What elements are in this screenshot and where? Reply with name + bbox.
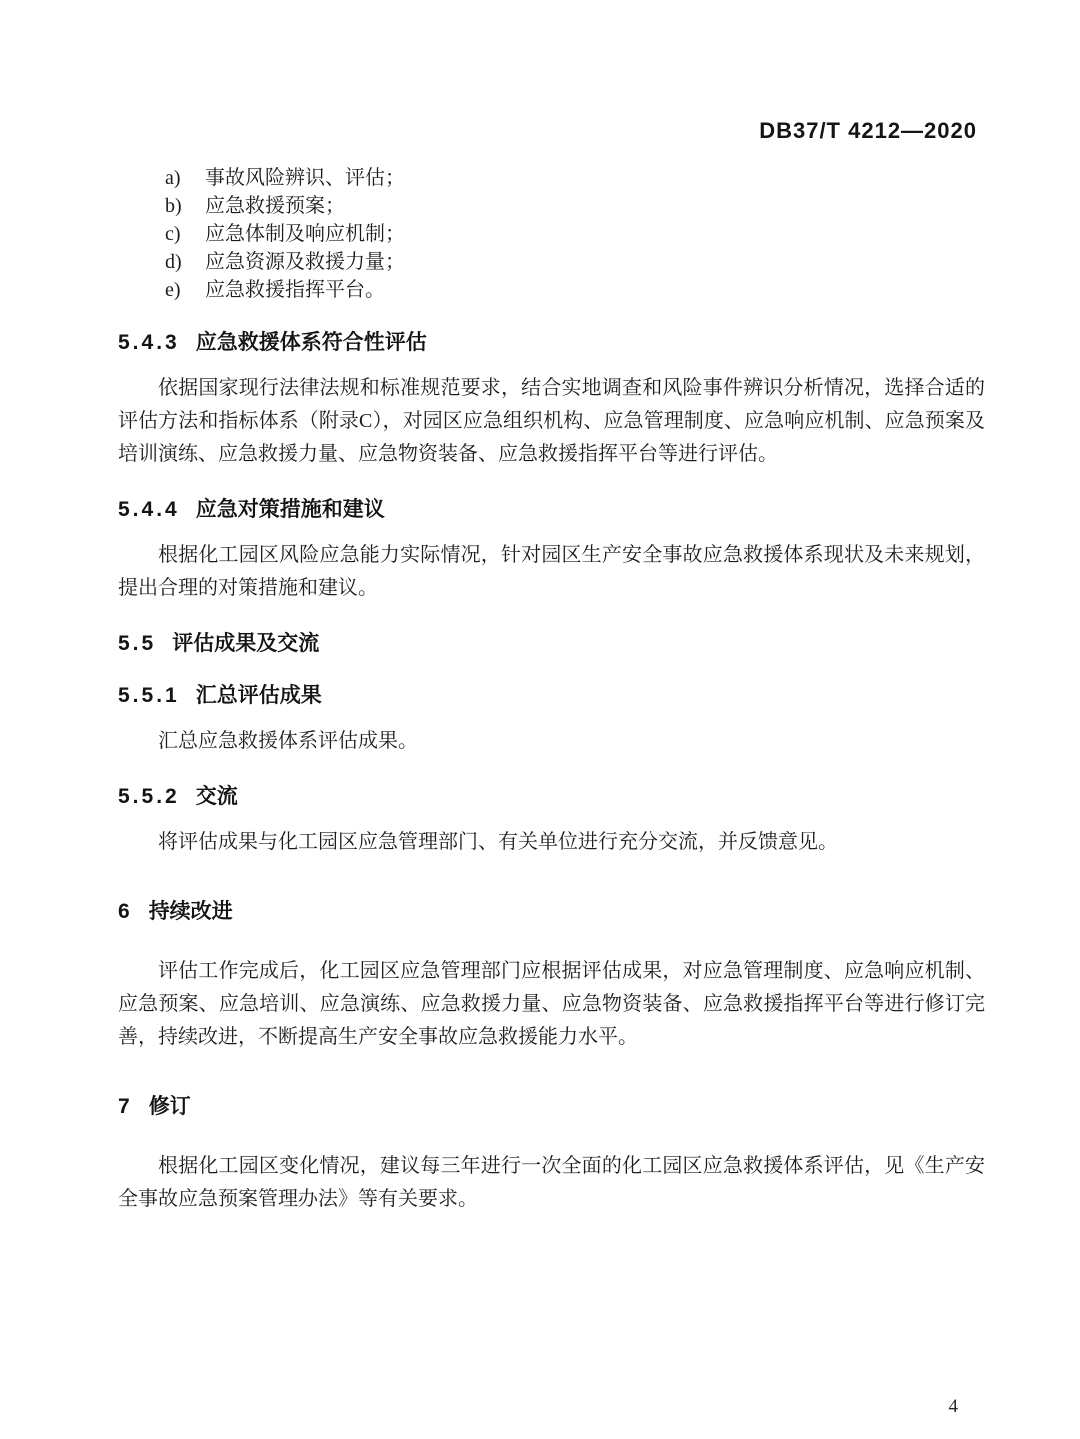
section-paragraph-5-4-4: 根据化工园区风险应急能力实际情况，针对园区生产安全事故应急救援体系现状及未来规划，提出合理的对策措施和建议。 bbox=[118, 544, 985, 599]
list-item-text: 应急救援指挥平台。 bbox=[205, 279, 385, 301]
section-title: 应急救援体系符合性评估 bbox=[195, 331, 427, 354]
chapter-title: 修订 bbox=[148, 1095, 191, 1118]
section-title: 应急对策措施和建议 bbox=[195, 498, 385, 521]
list-item-b bbox=[165, 192, 985, 220]
list-item-e bbox=[165, 276, 985, 304]
list-item-text: 应急救援预案； bbox=[205, 195, 345, 217]
chapter-heading-7 bbox=[118, 1094, 985, 1120]
page-number: 4 bbox=[948, 1396, 958, 1417]
list-item-marker: c) bbox=[165, 223, 181, 245]
list-item-a bbox=[165, 164, 985, 192]
section-number: 5.5 bbox=[118, 632, 157, 655]
list-item-c bbox=[165, 220, 985, 248]
list-item-marker: a) bbox=[165, 167, 181, 189]
list-item-text: 应急资源及救援力量； bbox=[205, 251, 405, 273]
section-heading-5-4-3 bbox=[118, 330, 985, 356]
list-item-text: 事故风险辨识、评估； bbox=[205, 167, 405, 189]
section-paragraph-5-5-2: 将评估成果与化工园区应急管理部门、有关单位进行充分交流，并反馈意见。 bbox=[158, 831, 838, 853]
chapter-heading-6 bbox=[118, 899, 985, 925]
section-number: 5.4.4 bbox=[118, 498, 180, 521]
chapter-title: 持续改进 bbox=[148, 900, 233, 923]
list-item-d bbox=[165, 248, 985, 276]
section-number: 5.4.3 bbox=[118, 331, 180, 354]
document-header bbox=[118, 118, 985, 144]
chapter-number: 6 bbox=[118, 900, 133, 923]
section-paragraph-5-5-1: 汇总应急救援体系评估成果。 bbox=[158, 730, 418, 752]
section-heading-5-5-1 bbox=[118, 683, 985, 709]
section-title: 交流 bbox=[195, 785, 238, 808]
list-item-text: 应急体制及响应机制； bbox=[205, 223, 405, 245]
page-content bbox=[118, 0, 985, 1216]
chapter-paragraph-7: 根据化工园区变化情况，建议每三年进行一次全面的化工园区应急救援体系评估，见《生产安全事故应急预案管理办法》等有关要求。 bbox=[118, 1155, 985, 1210]
section-title: 汇总评估成果 bbox=[195, 684, 322, 707]
section-number: 5.5.1 bbox=[118, 684, 180, 707]
standard-code: DB37/T 4212—2020 bbox=[759, 118, 977, 143]
lettered-list bbox=[118, 164, 985, 304]
chapter-number: 7 bbox=[118, 1095, 133, 1118]
list-item-marker: b) bbox=[165, 195, 182, 217]
list-item-marker: d) bbox=[165, 251, 182, 273]
list-item-marker: e) bbox=[165, 279, 181, 301]
section-heading-5-5-2 bbox=[118, 784, 985, 810]
section-paragraph-5-4-3: 依据国家现行法律法规和标准规范要求，结合实地调查和风险事件辨识分析情况，选择合适的评估方法和指标体系（附录C），对园区应急组织机构、应急管理制度、应急响应机制、应急预案及培训演练、应急救援力量、应急物资装备、应急救援指挥平台等进行评估。 bbox=[118, 377, 985, 465]
chapter-paragraph-6: 评估工作完成后，化工园区应急管理部门应根据评估成果，对应急管理制度、应急响应机制、应急预案、应急培训、应急演练、应急救援力量、应急物资装备、应急救援指挥平台等进行修订完善，持续改进，不断提高生产安全事故应急救援能力水平。 bbox=[118, 960, 985, 1048]
section-title: 评估成果及交流 bbox=[172, 632, 320, 655]
section-heading-5-4-4 bbox=[118, 497, 985, 523]
section-heading-5-5 bbox=[118, 631, 985, 657]
section-number: 5.5.2 bbox=[118, 785, 180, 808]
